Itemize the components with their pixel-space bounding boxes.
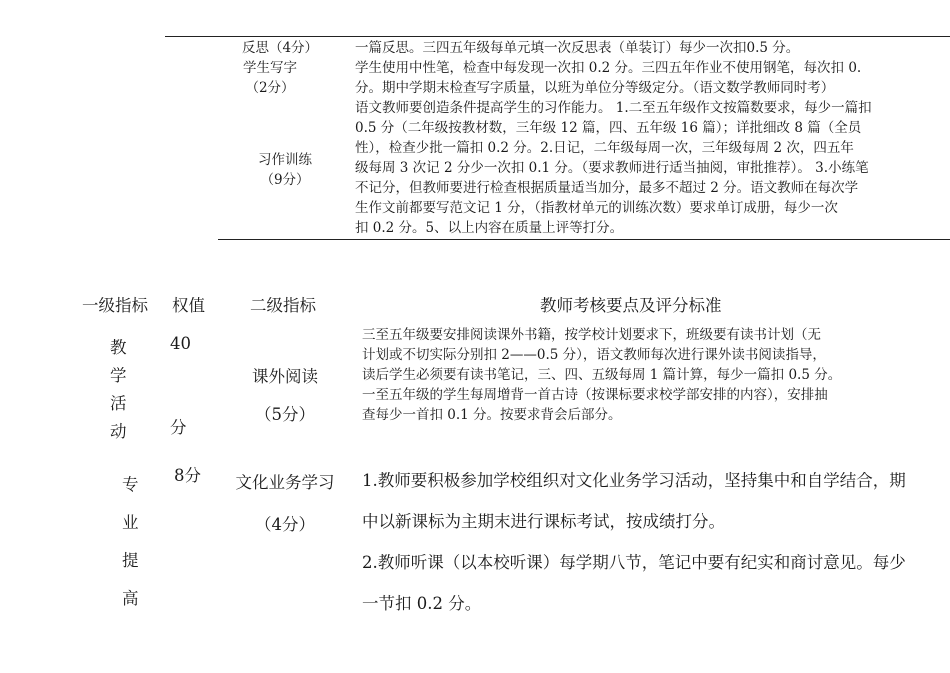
section-reading-level2: 课外阅读 （5分） <box>252 367 318 424</box>
section-teaching-level1: 教 学 活 动 <box>110 338 127 441</box>
section-study-level2: 文化业务学习 （4分） <box>235 473 335 534</box>
upper-row-composition-text: 语文教师要创造条件提高学生的习作能力。 1.二至五年级作文按篇数要求，每少一篇扣 0.5 分（二年级按教材数，三年级 12 篇，四、五年级 16 篇）；详批细改 8 篇（全员 性），检查少批一篇扣 0.2 分。2.日记，二年级每周一次，三年级每周 2 次，四五年 级每周 3 次记 2 分少一次扣 0.1 分。（要求教师进行适当抽阅，审批推荐）。 3.小练笔 不记分，但教师要进行检查根据质量适当加分，最多不超过 2 分。语文教师在每次学 生作文前都要写范文记 1 分，（指教材单元的训练次数）要求单订成册，每少一次 扣 0.2 分。5、以上内容在质量上评等打分。 <box>355 100 872 236</box>
upper-row-writing-label: 学生写字 （2分） <box>243 60 297 96</box>
section-reading-criteria: 三至五年级要安排阅读课外书籍，按学校计划要求下，班级要有读书计划（无 计划或不切实际分别扣 2——0.5 分），语文教师每次进行课外读书阅读指导， 读后学生必须要有读书笔记，三、四、五级每周 1 篇计算，每少一篇扣 0.5 分。 一至五年级的学生每周增背一首古诗（按课标要求校学部安排的内容），安排抽 查每少一首扣 0.1 分。按要求背会后部分。 <box>362 327 842 423</box>
section-teaching-weight-unit: 分 <box>170 418 187 437</box>
header-level2: 二级指标 <box>250 296 316 315</box>
upper-row-writing-text: 学生使用中性笔，检查中每发现一次扣 0.2 分。三四五年作业不使用钢笔，每次扣 0. 分。期中学期末检查写字质量，以班为单位分等级定分。（语文数学教师同时考） <box>355 60 862 96</box>
header-weight: 权值 <box>172 296 205 315</box>
upper-table-bottom-rule <box>218 239 950 240</box>
upper-row-reflection-text: 一篇反思。三四五年级每单元填一次反思表（单装订）每少一次扣0.5 分。 <box>355 40 800 56</box>
header-criteria: 教师考核要点及评分标准 <box>540 296 722 315</box>
upper-row-composition-label: 习作训练 （9分） <box>258 152 312 188</box>
header-level1: 一级指标 <box>82 296 148 315</box>
section-professional-level1: 专 业 提 高 <box>122 475 139 608</box>
section-professional-weight: 8分 <box>174 466 201 485</box>
section-teaching-weight-number: 40 <box>170 334 191 353</box>
upper-row-reflection-label: 反思（4分） <box>241 40 319 56</box>
section-study-criteria: 1.教师要积极参加学校组织对文化业务学习活动，坚持集中和自学结合，期中以新课标为主期末进行课标考试，按成绩打分。 2.教师听课（以本校听课）每学期八节，笔记中要有纪实和商讨意见。每少一节扣 0.2 分。 <box>362 471 906 613</box>
upper-table-top-rule <box>165 36 950 37</box>
